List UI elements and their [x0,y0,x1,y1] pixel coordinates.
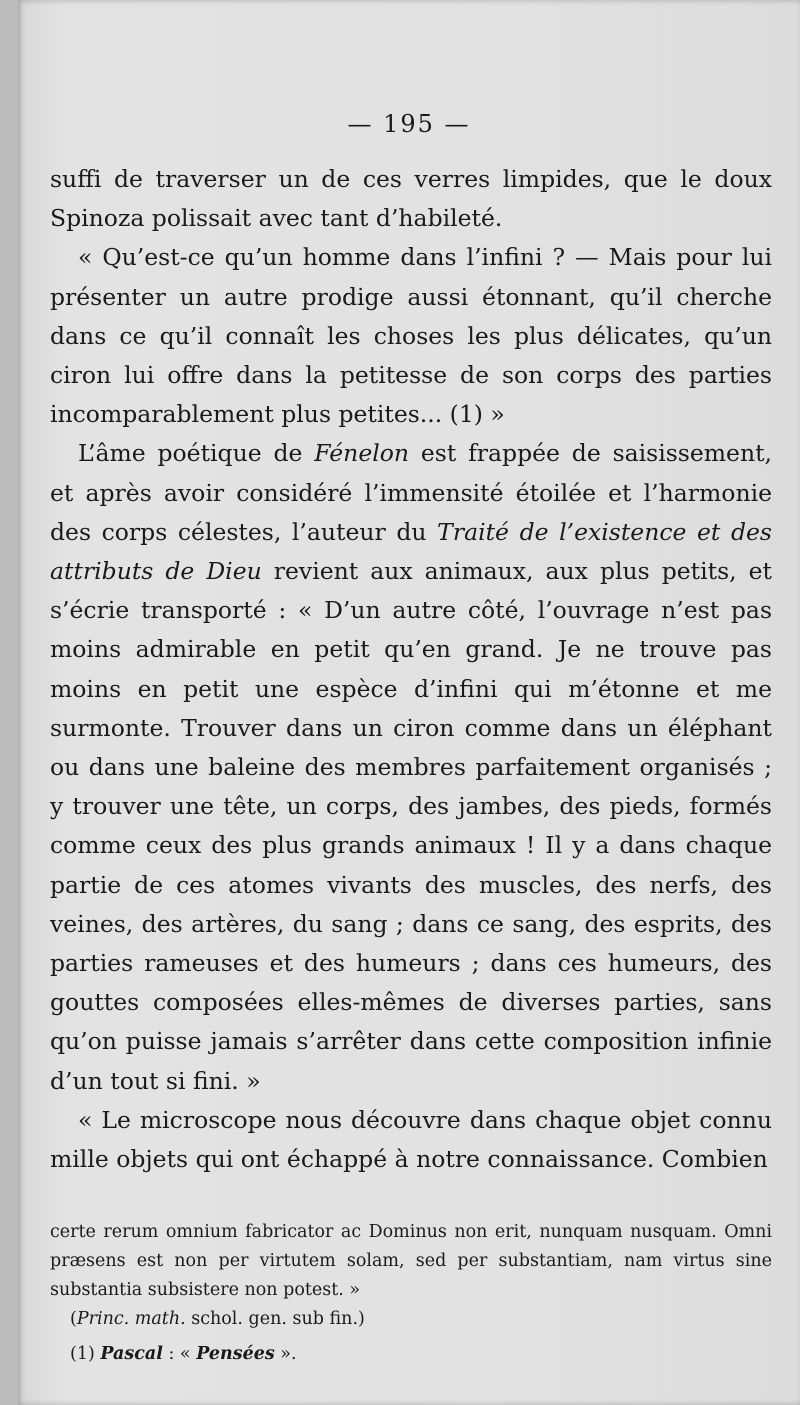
page-number: — 195 — [347,110,471,138]
paragraph-4: « Le microscope nous découvre dans chaque objet connu mille objets qui ont échappé à notre connaissance. Combien [50,1105,772,1174]
footnote-source-open: ( [70,1309,77,1329]
paragraph-3-part3: revient aux animaux, aux plus petits, et s’écrie transporté : « D’un autre côté, l’ouvrage n’est pas moins admirable en petit qu’en grand. Je ne trouve pas moins en petit une espèce d’infini qui m’étonne et me surmonte. Trouver dans un ciron comme dans un éléphant ou dans une baleine des membres parfaitement organisés ; y trouver une tête, un corps, des jambes, des pieds, formés comme ceux des plus grands animaux ! Il y a dans chaque partie de ces atomes vivants des muscles, des nerfs, des veines, des artères, du sang ; dans ce sang, des esprits, des parties rameuses et des humeurs ; dans ces humeurs, des gouttes composées elles-mêmes de diverses parties, sans qu’on puisse jamais s’arrêter dans cette composition infinie d’un tout si fini. » [50,557,772,1095]
paragraph-2: « Qu’est-ce qu’un homme dans l’infini ? — Mais pour lui présenter un autre prodige aussi étonnant, qu’il cherche dans ce qu’il connaît les choses les plus délicates, qu’un ciron lui offre dans la petitesse de son corps des parties incomparablement plus petites... (1) » [50,243,772,429]
footnote-1-close: ». [274,1344,297,1364]
paragraph-1: suffi de traverser un de ces verres limpides, que le doux Spinoza polissait avec tant d’habileté. [50,165,772,233]
footnote-1 [50,1340,772,1369]
paragraph-3-part1: L’âme poétique de [78,439,315,468]
footnote-1-separator: : « [162,1344,197,1364]
footnote-source-title: Princ. math. [76,1309,186,1329]
work-title-traite: Traité de l’existence et des attributs de Dieu [50,517,772,586]
footnote-1-work: Pensées [196,1344,275,1364]
paragraph-3 [50,434,772,1100]
footnote-1-number: (1) [70,1344,101,1364]
footnotes [50,1218,772,1369]
footnote-latin: certe rerum omnium fabricator ac Dominus non erit, nunquam nusquam. Omni præsens est non per virtutem solam, sed per substantiam, nam virtus sine substantia subsistere non potest. » [50,1222,772,1300]
author-name-fenelon: Fénelon [314,439,410,468]
book-page [18,0,800,1405]
main-text [50,160,772,1179]
footnote-source [50,1305,772,1334]
paragraph-3-part2: est frappée de saisissement, et après avoir considéré l’immensité étoilée et l’harmonie des corps célestes, l’auteur du [50,439,772,546]
footnote-source-rest: schol. gen. sub fin.) [185,1309,365,1329]
footnote-1-author: Pascal [100,1344,163,1364]
